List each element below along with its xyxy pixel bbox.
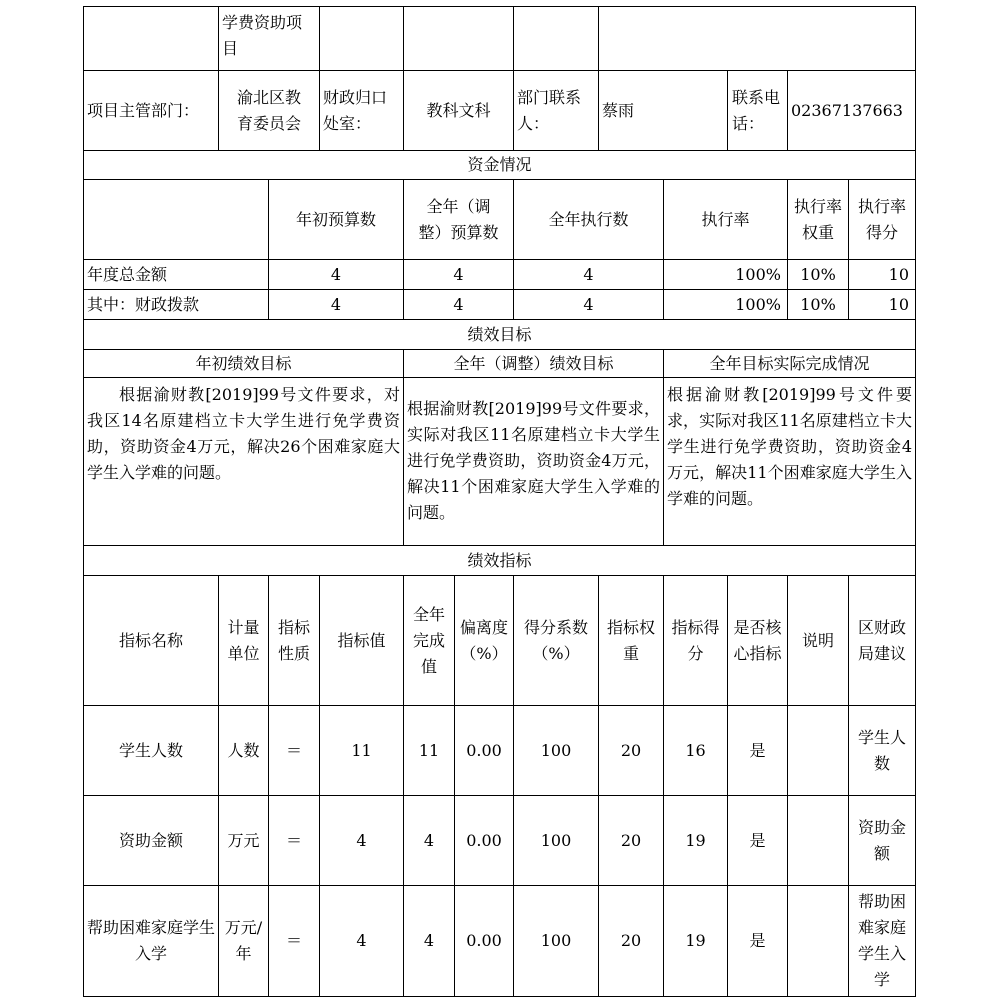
ind-row-target <box>320 886 403 996</box>
ind-header-unit <box>219 576 268 705</box>
indicators-section-title-text: 绩效指标 <box>467 550 532 570</box>
funds-value: 4 <box>583 264 594 284</box>
funds-header-rate-weight <box>788 180 848 259</box>
ind-cell-text: 帮助困难家庭学生入学 <box>87 918 216 963</box>
ind-cell-text: ＝ <box>285 740 302 760</box>
dept-value-text: 渝北区教育委员会 <box>237 87 302 133</box>
ind-header-name <box>84 576 218 705</box>
dept-label <box>84 71 218 150</box>
ind-cell-text: 0.00 <box>466 931 502 950</box>
funds-cell <box>664 290 787 319</box>
funds-cell <box>788 260 848 289</box>
funds-value: 100% <box>735 294 781 314</box>
goals-col2-text <box>404 378 663 545</box>
ind-header-text: 指标值 <box>337 630 386 650</box>
funds-section-title-text: 资金情况 <box>467 155 532 174</box>
funds-value: 4 <box>583 294 594 314</box>
funds-cell <box>269 290 403 319</box>
ind-row-core <box>728 706 787 795</box>
ind-row-target <box>320 706 403 795</box>
ind-row-weight <box>599 886 663 996</box>
funds-header-executed-text: 全年执行数 <box>548 209 629 229</box>
goals-col2-title-text: 全年（调整）绩效目标 <box>453 353 614 373</box>
funds-value: 4 <box>453 294 464 314</box>
goals-col3-title <box>664 350 915 377</box>
ind-cell-text: 万元/年 <box>224 918 263 963</box>
ind-row-target <box>320 796 403 885</box>
ind-cell-text: 资助金额 <box>857 817 906 863</box>
ind-cell-text: 学生人数 <box>118 740 183 760</box>
goals-col3-paragraph: 根据渝财教[2019]99号文件要求，实际对我区11名原建档立卡大学生进行免学费资助，资助资金4万元，解决11个困难家庭大学生入学难的问题。 <box>667 385 912 508</box>
funds-header-initial <box>269 180 403 259</box>
ind-row-weight <box>599 706 663 795</box>
ind-header-actual <box>404 576 454 705</box>
indicators-section-title <box>84 546 915 575</box>
ind-cell-text: 4 <box>356 931 367 950</box>
contact-label-text: 部门联系人： <box>517 87 582 133</box>
ind-header-nature <box>269 576 319 705</box>
goals-section-title <box>84 320 915 349</box>
goals-col1-title <box>84 350 403 377</box>
funds-value: 10 <box>888 294 909 314</box>
ind-header-text: 全年完成值 <box>412 604 445 676</box>
goals-col1-text <box>84 378 403 545</box>
ind-row-name <box>84 796 218 885</box>
phone-label <box>728 71 787 150</box>
goals-section-title-text: 绩效目标 <box>467 324 532 344</box>
funds-cell <box>514 290 663 319</box>
funds-cell <box>514 260 663 289</box>
ind-header-weight <box>599 576 663 705</box>
ind-header-text: 区财政局建议 <box>857 617 906 663</box>
ind-header-text: 指标性质 <box>277 617 310 663</box>
ind-row-core <box>728 886 787 996</box>
ind-header-text: 计量单位 <box>227 617 260 663</box>
ind-row-nature <box>269 706 319 795</box>
funds-cell <box>849 260 915 289</box>
ind-cell-text: 万元 <box>227 830 260 850</box>
funds-cell <box>849 290 915 319</box>
contact-value-text: 蔡雨 <box>602 100 635 120</box>
funds-row-label-text: 其中：财政拨款 <box>87 294 200 314</box>
ind-row-name <box>84 886 218 996</box>
ind-cell-text: 帮助困难家庭学生入学 <box>857 892 906 989</box>
ind-row-actual <box>404 796 454 885</box>
goals-col2-title <box>404 350 663 377</box>
funds-value: 100% <box>735 264 781 284</box>
dept-label-text: 项目主管部门： <box>87 100 200 120</box>
ind-header-text: 说明 <box>801 630 834 650</box>
ind-row-name <box>84 706 218 795</box>
ind-row-coef <box>514 706 598 795</box>
ind-cell-text: 100 <box>540 931 572 950</box>
ind-header-text: 指标得分 <box>671 617 720 663</box>
funds-value: 10 <box>888 264 909 284</box>
funds-header-executed <box>514 180 663 259</box>
ind-cell-text: 人数 <box>227 740 260 760</box>
funds-cell <box>404 260 513 289</box>
ind-header-text: 是否核心指标 <box>733 617 782 663</box>
ind-row-nature <box>269 796 319 885</box>
funds-header-rate-score-text: 执行率得分 <box>857 196 906 242</box>
dept-value <box>219 71 319 150</box>
ind-cell-text: ＝ <box>285 830 302 850</box>
ind-row-deviation <box>455 886 513 996</box>
ind-row-note <box>788 796 848 885</box>
ind-cell-text: 学生人数 <box>857 727 906 773</box>
funds-header-adjusted-text: 全年（调整）预算数 <box>418 196 499 242</box>
ind-row-coef <box>514 796 598 885</box>
funds-cell <box>404 290 513 319</box>
ind-row-score <box>664 886 727 996</box>
funds-value: 4 <box>330 294 342 314</box>
funds-cell <box>664 260 787 289</box>
funds-value: 4 <box>453 264 464 284</box>
ind-row-note <box>788 706 848 795</box>
phone-label-text: 联系电话： <box>732 87 781 133</box>
ind-cell-text: 4 <box>423 830 435 850</box>
ind-header-text: 指标名称 <box>118 630 183 650</box>
ind-cell-text: 19 <box>685 830 706 850</box>
goals-col2-paragraph: 根据渝财教[2019]99号文件要求，实际对我区11名原建档立卡大学生进行免学费资助，资助资金4万元，解决11个困难家庭大学生入学难的问题。 <box>407 399 660 522</box>
office-value <box>404 71 513 150</box>
funds-section-title <box>84 151 915 179</box>
contact-value <box>599 71 727 150</box>
ind-cell-text: 20 <box>620 931 642 950</box>
funds-row-label-text: 年度总金额 <box>87 264 168 284</box>
ind-row-unit <box>219 886 268 996</box>
contact-label <box>514 71 598 150</box>
ind-cell-text: 4 <box>356 830 367 850</box>
ind-row-unit <box>219 796 268 885</box>
project-name <box>219 7 319 70</box>
ind-cell-text: 20 <box>620 740 642 760</box>
ind-row-suggest <box>849 706 915 795</box>
goals-col1-paragraph: 根据渝财教[2019]99号文件要求，对我区14名原建档立卡大学生进行免学费资助，资助资金4万元，解决26个困难家庭大学生入学难的问题。 <box>87 385 400 482</box>
ind-cell-text: 是 <box>749 830 766 850</box>
goals-col1-title-text: 年初绩效目标 <box>195 353 292 373</box>
ind-header-text: 指标权重 <box>606 617 655 663</box>
ind-cell-text: 11 <box>418 740 440 760</box>
ind-cell-text: 4 <box>423 931 435 950</box>
project-name-text: 学费资助项目 <box>222 13 303 58</box>
ind-row-score <box>664 706 727 795</box>
goals-col3-text <box>664 378 915 545</box>
ind-header-target <box>320 576 403 705</box>
ind-cell-text: 0.00 <box>466 740 502 760</box>
funds-value: 10% <box>800 264 836 284</box>
funds-header-rate-text: 执行率 <box>701 209 750 229</box>
ind-cell-text: 20 <box>620 830 642 850</box>
goals-col3-title-text: 全年目标实际完成情况 <box>709 353 870 373</box>
ind-cell-text: 是 <box>749 740 766 760</box>
ind-row-unit <box>219 706 268 795</box>
funds-header-adjusted <box>404 180 513 259</box>
ind-row-note <box>788 886 848 996</box>
ind-header-text: 偏离度（%） <box>459 617 508 663</box>
ind-header-coef <box>514 576 598 705</box>
funds-header-rate-score <box>849 180 915 259</box>
ind-cell-text: 资助金额 <box>118 830 183 850</box>
grid-line <box>915 6 916 997</box>
ind-cell-text: 100 <box>540 830 572 850</box>
ind-row-coef <box>514 886 598 996</box>
ind-row-deviation <box>455 796 513 885</box>
funds-header-initial-text: 年初预算数 <box>295 209 376 229</box>
funds-row-label <box>84 290 268 319</box>
ind-row-score <box>664 796 727 885</box>
ind-row-deviation <box>455 706 513 795</box>
grid-line <box>83 996 916 997</box>
funds-cell <box>788 290 848 319</box>
ind-header-deviation <box>455 576 513 705</box>
ind-row-weight <box>599 796 663 885</box>
office-label <box>320 71 403 150</box>
ind-row-suggest <box>849 886 915 996</box>
funds-row-label <box>84 260 268 289</box>
ind-cell-text: 11 <box>351 740 372 760</box>
phone-value-text: 02367137663 <box>791 100 903 120</box>
ind-cell-text: ＝ <box>285 931 302 950</box>
funds-cell <box>269 260 403 289</box>
ind-cell-text: 0.00 <box>466 830 502 850</box>
ind-row-nature <box>269 886 319 996</box>
office-label-text: 财政归口处室： <box>323 87 388 133</box>
ind-row-actual <box>404 706 454 795</box>
ind-header-score <box>664 576 727 705</box>
grid-line <box>83 6 916 7</box>
phone-value <box>788 71 915 150</box>
ind-row-suggest <box>849 796 915 885</box>
ind-cell-text: 19 <box>685 931 706 950</box>
funds-header-rate-weight-text: 执行率权重 <box>793 196 842 242</box>
ind-row-actual <box>404 886 454 996</box>
ind-header-core <box>728 576 787 705</box>
ind-header-text: 得分系数（%） <box>523 617 588 663</box>
ind-cell-text: 是 <box>749 931 766 950</box>
ind-header-suggest <box>849 576 915 705</box>
ind-row-core <box>728 796 787 885</box>
ind-header-note <box>788 576 848 705</box>
office-value-text: 教科文科 <box>426 100 491 120</box>
funds-header-rate <box>664 180 787 259</box>
ind-cell-text: 100 <box>540 740 572 760</box>
ind-cell-text: 16 <box>685 740 706 760</box>
funds-value: 10% <box>800 294 836 314</box>
funds-value: 4 <box>330 264 342 284</box>
